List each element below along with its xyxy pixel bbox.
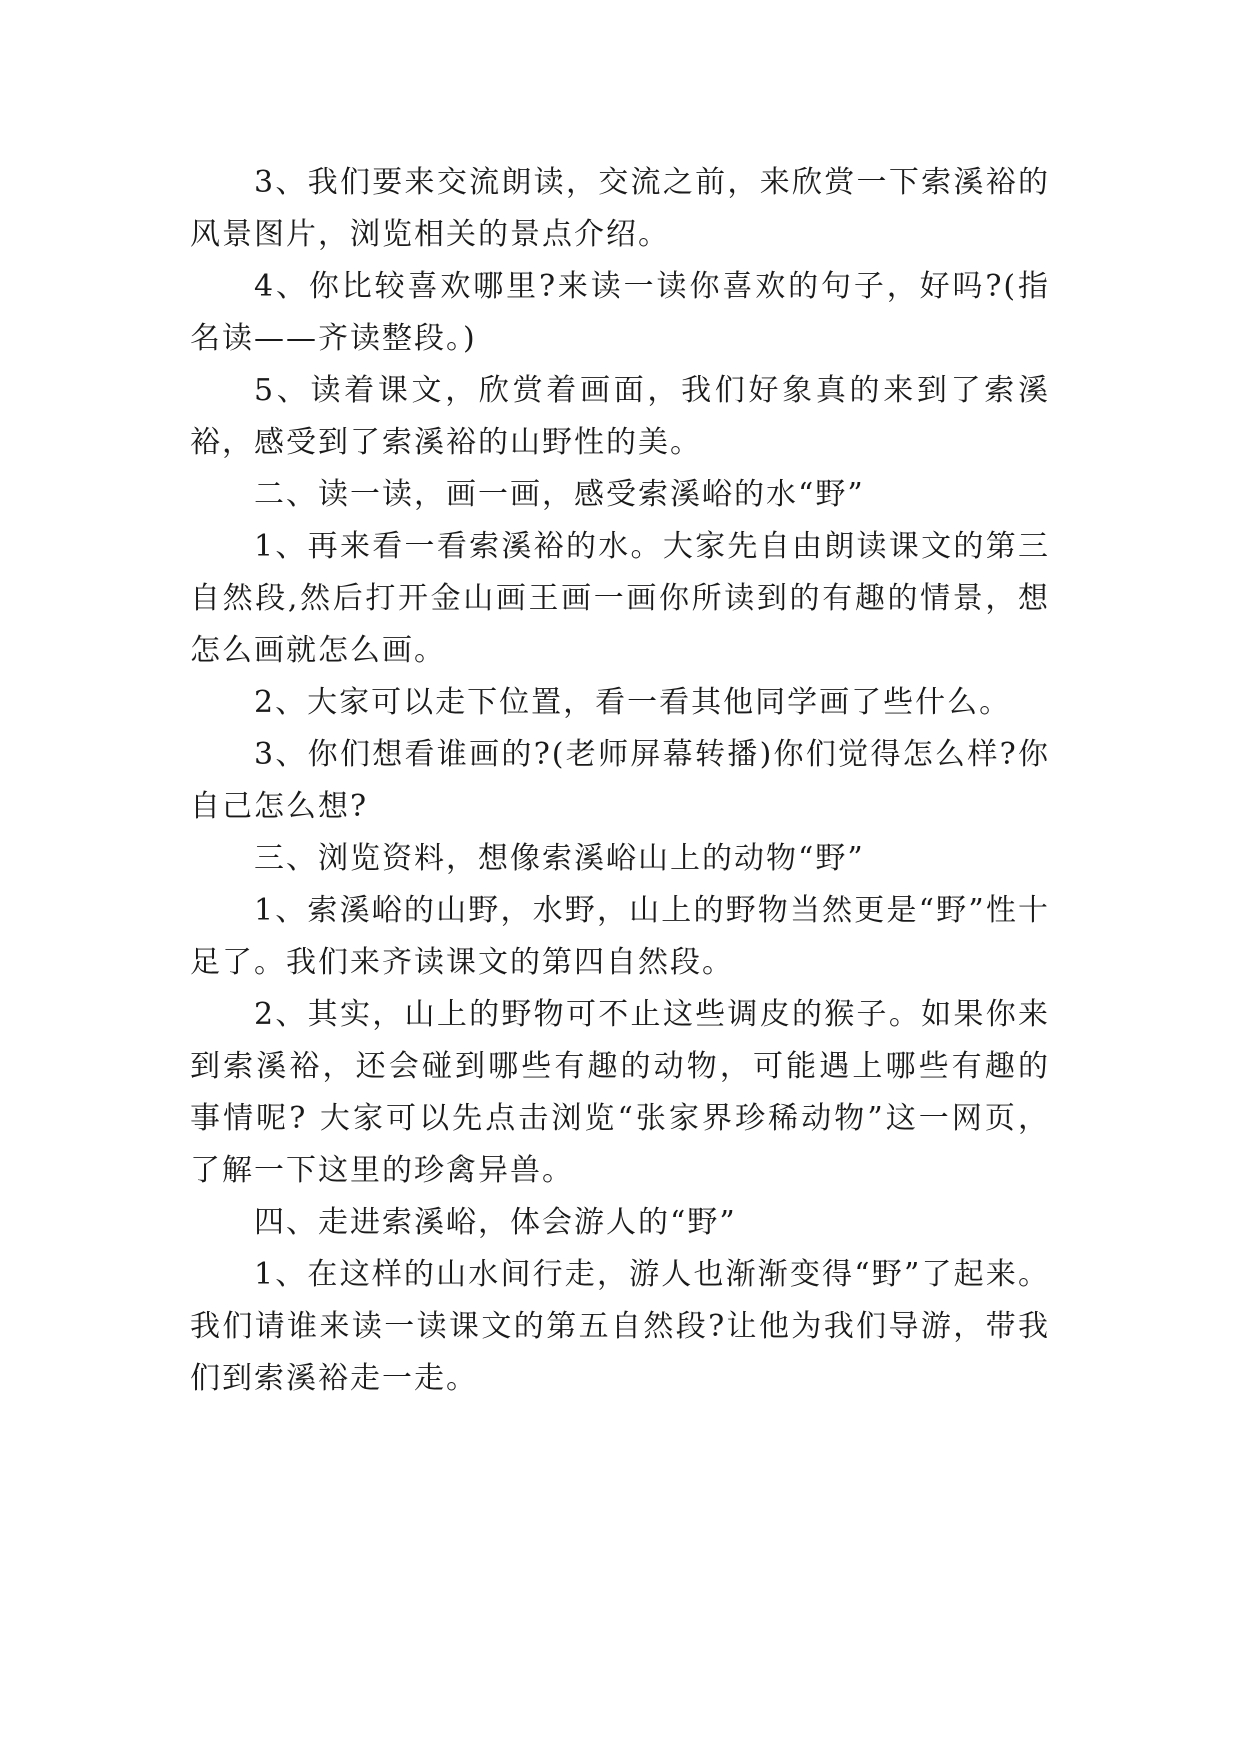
document-body	[190, 157, 1050, 1405]
paragraph-section2-step-1: 1、再来看一看索溪裕的水。大家先自由朗读课文的第三自然段,然后打开金山画王画一画你所读到的有趣的情景，想怎么画就怎么画。	[190, 529, 1050, 668]
paragraph-section3-step-2: 2、其实，山上的野物可不止这些调皮的猴子。如果你来到索溪裕，还会碰到哪些有趣的动物，可能遇上哪些有趣的事情呢? 大家可以先点击浏览“张家界珍稀动物”这一网页，了解一下这里的珍禽异兽。	[190, 997, 1050, 1188]
paragraph-section4-step-1: 1、在这样的山水间行走，游人也渐渐变得“野”了起来。我们请谁来读一读课文的第五自然段?让他为我们导游，带我们到索溪裕走一走。	[190, 1257, 1050, 1396]
paragraph-step-3: 3、我们要来交流朗读，交流之前，来欣赏一下索溪裕的风景图片，浏览相关的景点介绍。	[190, 165, 1050, 252]
paragraph-step-4: 4、你比较喜欢哪里?来读一读你喜欢的句子，好吗?(指名读——齐读整段。)	[190, 269, 1050, 356]
section-heading-2: 二、读一读，画一画，感受索溪峪的水“野”	[254, 477, 865, 512]
paragraph-section3-step-1: 1、索溪峪的山野，水野，山上的野物当然更是“野”性十足了。我们来齐读课文的第四自然段。	[190, 893, 1050, 980]
paragraph-step-5: 5、读着课文，欣赏着画面，我们好象真的来到了索溪裕，感受到了索溪裕的山野性的美。	[190, 373, 1050, 460]
paragraph-section2-step-3: 3、你们想看谁画的?(老师屏幕转播)你们觉得怎么样?你自己怎么想?	[190, 737, 1050, 824]
paragraph-section2-step-2: 2、大家可以走下位置，看一看其他同学画了些什么。	[254, 685, 1012, 720]
section-heading-4: 四、走进索溪峪，体会游人的“野”	[254, 1205, 737, 1240]
section-heading-3: 三、浏览资料，想像索溪峪山上的动物“野”	[254, 841, 865, 876]
